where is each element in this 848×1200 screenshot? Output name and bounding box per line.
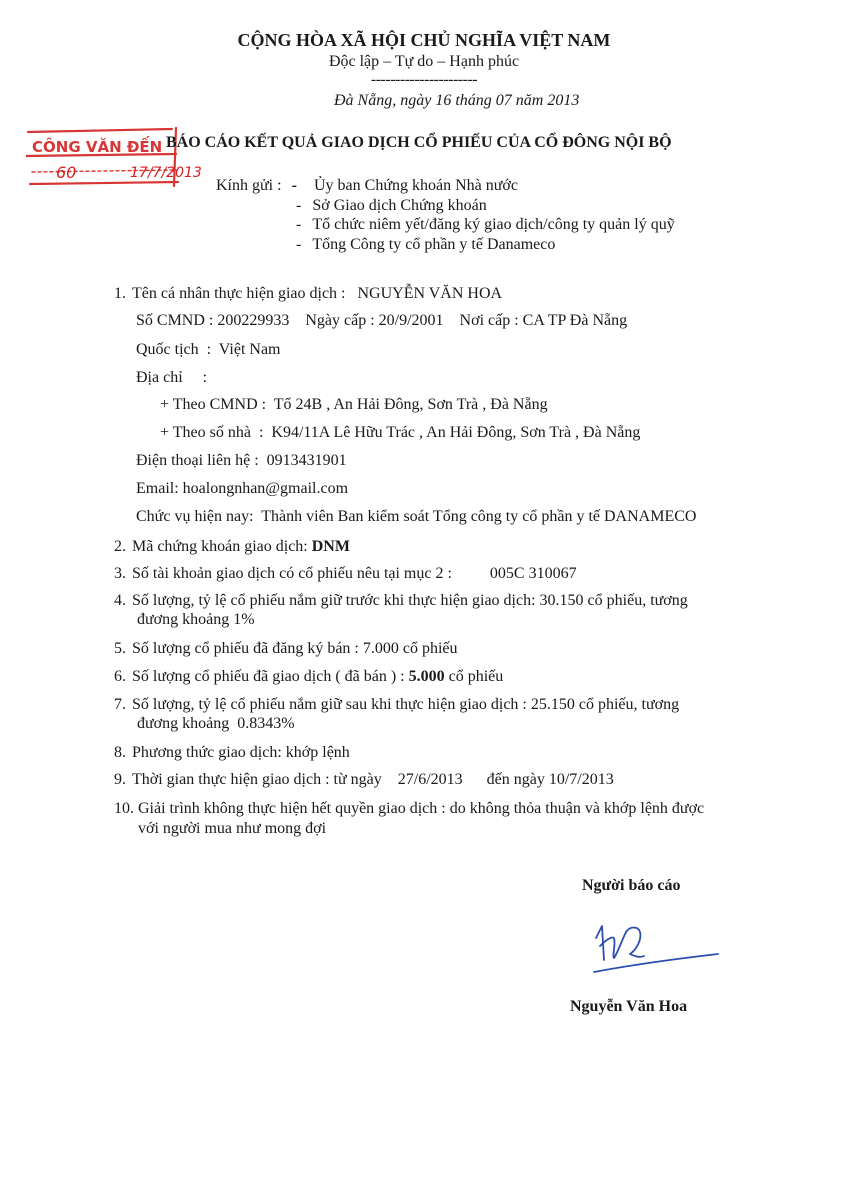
position-line: Chức vụ hiện nay: Thành viên Ban kiểm soát Tổng công ty cổ phần y tế DANAMECO <box>136 508 697 525</box>
item-4: 4. Số lượng, tỷ lệ cổ phiếu nắm giữ trước khi thực hiện giao dịch: 30.150 cổ phiếu, tương <box>114 592 688 609</box>
handwritten-signature <box>586 916 726 982</box>
recipient-item: - Tổ chức niêm yết/đăng ký giao dịch/công ty quản lý quỹ <box>296 216 675 233</box>
report-title: BÁO CÁO KẾT QUẢ GIAO DỊCH CỔ PHIẾU CỦA CỔ ĐÔNG NỘI BỘ <box>166 134 672 151</box>
stamp-number: 60 <box>56 163 77 182</box>
item-1-heading: 1. Tên cá nhân thực hiện giao dịch : NGUYỄN VĂN HOA <box>114 285 503 302</box>
recipient-item: - Sở Giao dịch Chứng khoán <box>296 197 487 214</box>
item-10: 10. Giải trình không thực hiện hết quyền giao dịch : do không thỏa thuận và khớp lệnh được <box>114 800 705 817</box>
stamp-text: CÔNG VĂN ĐẾN <box>32 138 163 156</box>
recipient-item: - Tổng Công ty cổ phần y tế Danameco <box>296 236 556 253</box>
id-card-line: Số CMND : 200229933 Ngày cấp : 20/9/2001 Nơi cấp : CA TP Đà Nẵng <box>136 312 628 329</box>
item-9: 9. Thời gian thực hiện giao dịch : từ ngày 27/6/2013 đến ngày 10/7/2013 <box>114 771 614 788</box>
motto: Độc lập – Tự do – Hạnh phúc <box>328 53 520 70</box>
email-line: Email: hoalongnhan@gmail.com <box>136 480 349 497</box>
address-label: Địa chỉ : <box>136 369 208 386</box>
address-house: + Theo số nhà : K94/11A Lê Hữu Trác , An Hải Đông, Sơn Trà , Đà Nẵng <box>160 424 641 441</box>
item-3: 3. Số tài khoản giao dịch có cổ phiếu nêu tại mục 2 : 005C 310067 <box>114 565 577 582</box>
item-5: 5. Số lượng cổ phiếu đã đăng ký bán : 7.000 cổ phiếu <box>114 640 458 657</box>
item-6: 6. Số lượng cổ phiếu đã giao dịch ( đã bán ) : 5.000 cổ phiếu <box>114 668 504 685</box>
item-7-continued: đương khoảng 0.8343% <box>137 715 295 732</box>
reporter-role: Người báo cáo <box>582 877 681 894</box>
item-7: 7. Số lượng, tỷ lệ cổ phiếu nắm giữ sau khi thực hiện giao dịch : 25.150 cổ phiếu, tương <box>114 696 680 713</box>
header-divider: ---------------------- <box>370 71 478 88</box>
address-id-card: + Theo CMND : Tổ 24B , An Hải Đông, Sơn Trà , Đà Nẵng <box>160 396 548 413</box>
item-4-continued: đương khoảng 1% <box>137 611 255 628</box>
nationality-line: Quốc tịch : Việt Nam <box>136 341 281 358</box>
phone-line: Điện thoại liên hệ : 0913431901 <box>136 452 347 469</box>
item-10-continued: với người mua như mong đợi <box>138 820 327 837</box>
item-2: 2. Mã chứng khoán giao dịch: DNM <box>114 538 350 555</box>
recipient-item: Ủy ban Chứng khoán Nhà nước <box>314 177 518 194</box>
place-date: Đà Nẵng, ngày 16 tháng 07 năm 2013 <box>334 92 580 109</box>
recipients-label: Kính gửi : - <box>216 177 297 194</box>
item-8: 8. Phương thức giao dịch: khớp lệnh <box>114 744 350 761</box>
stamp-date: 17/7/2013 <box>130 165 202 181</box>
reporter-name: Nguyễn Văn Hoa <box>570 998 688 1015</box>
nation-title: CỘNG HÒA XÃ HỘI CHỦ NGHĨA VIỆT NAM <box>237 30 611 50</box>
